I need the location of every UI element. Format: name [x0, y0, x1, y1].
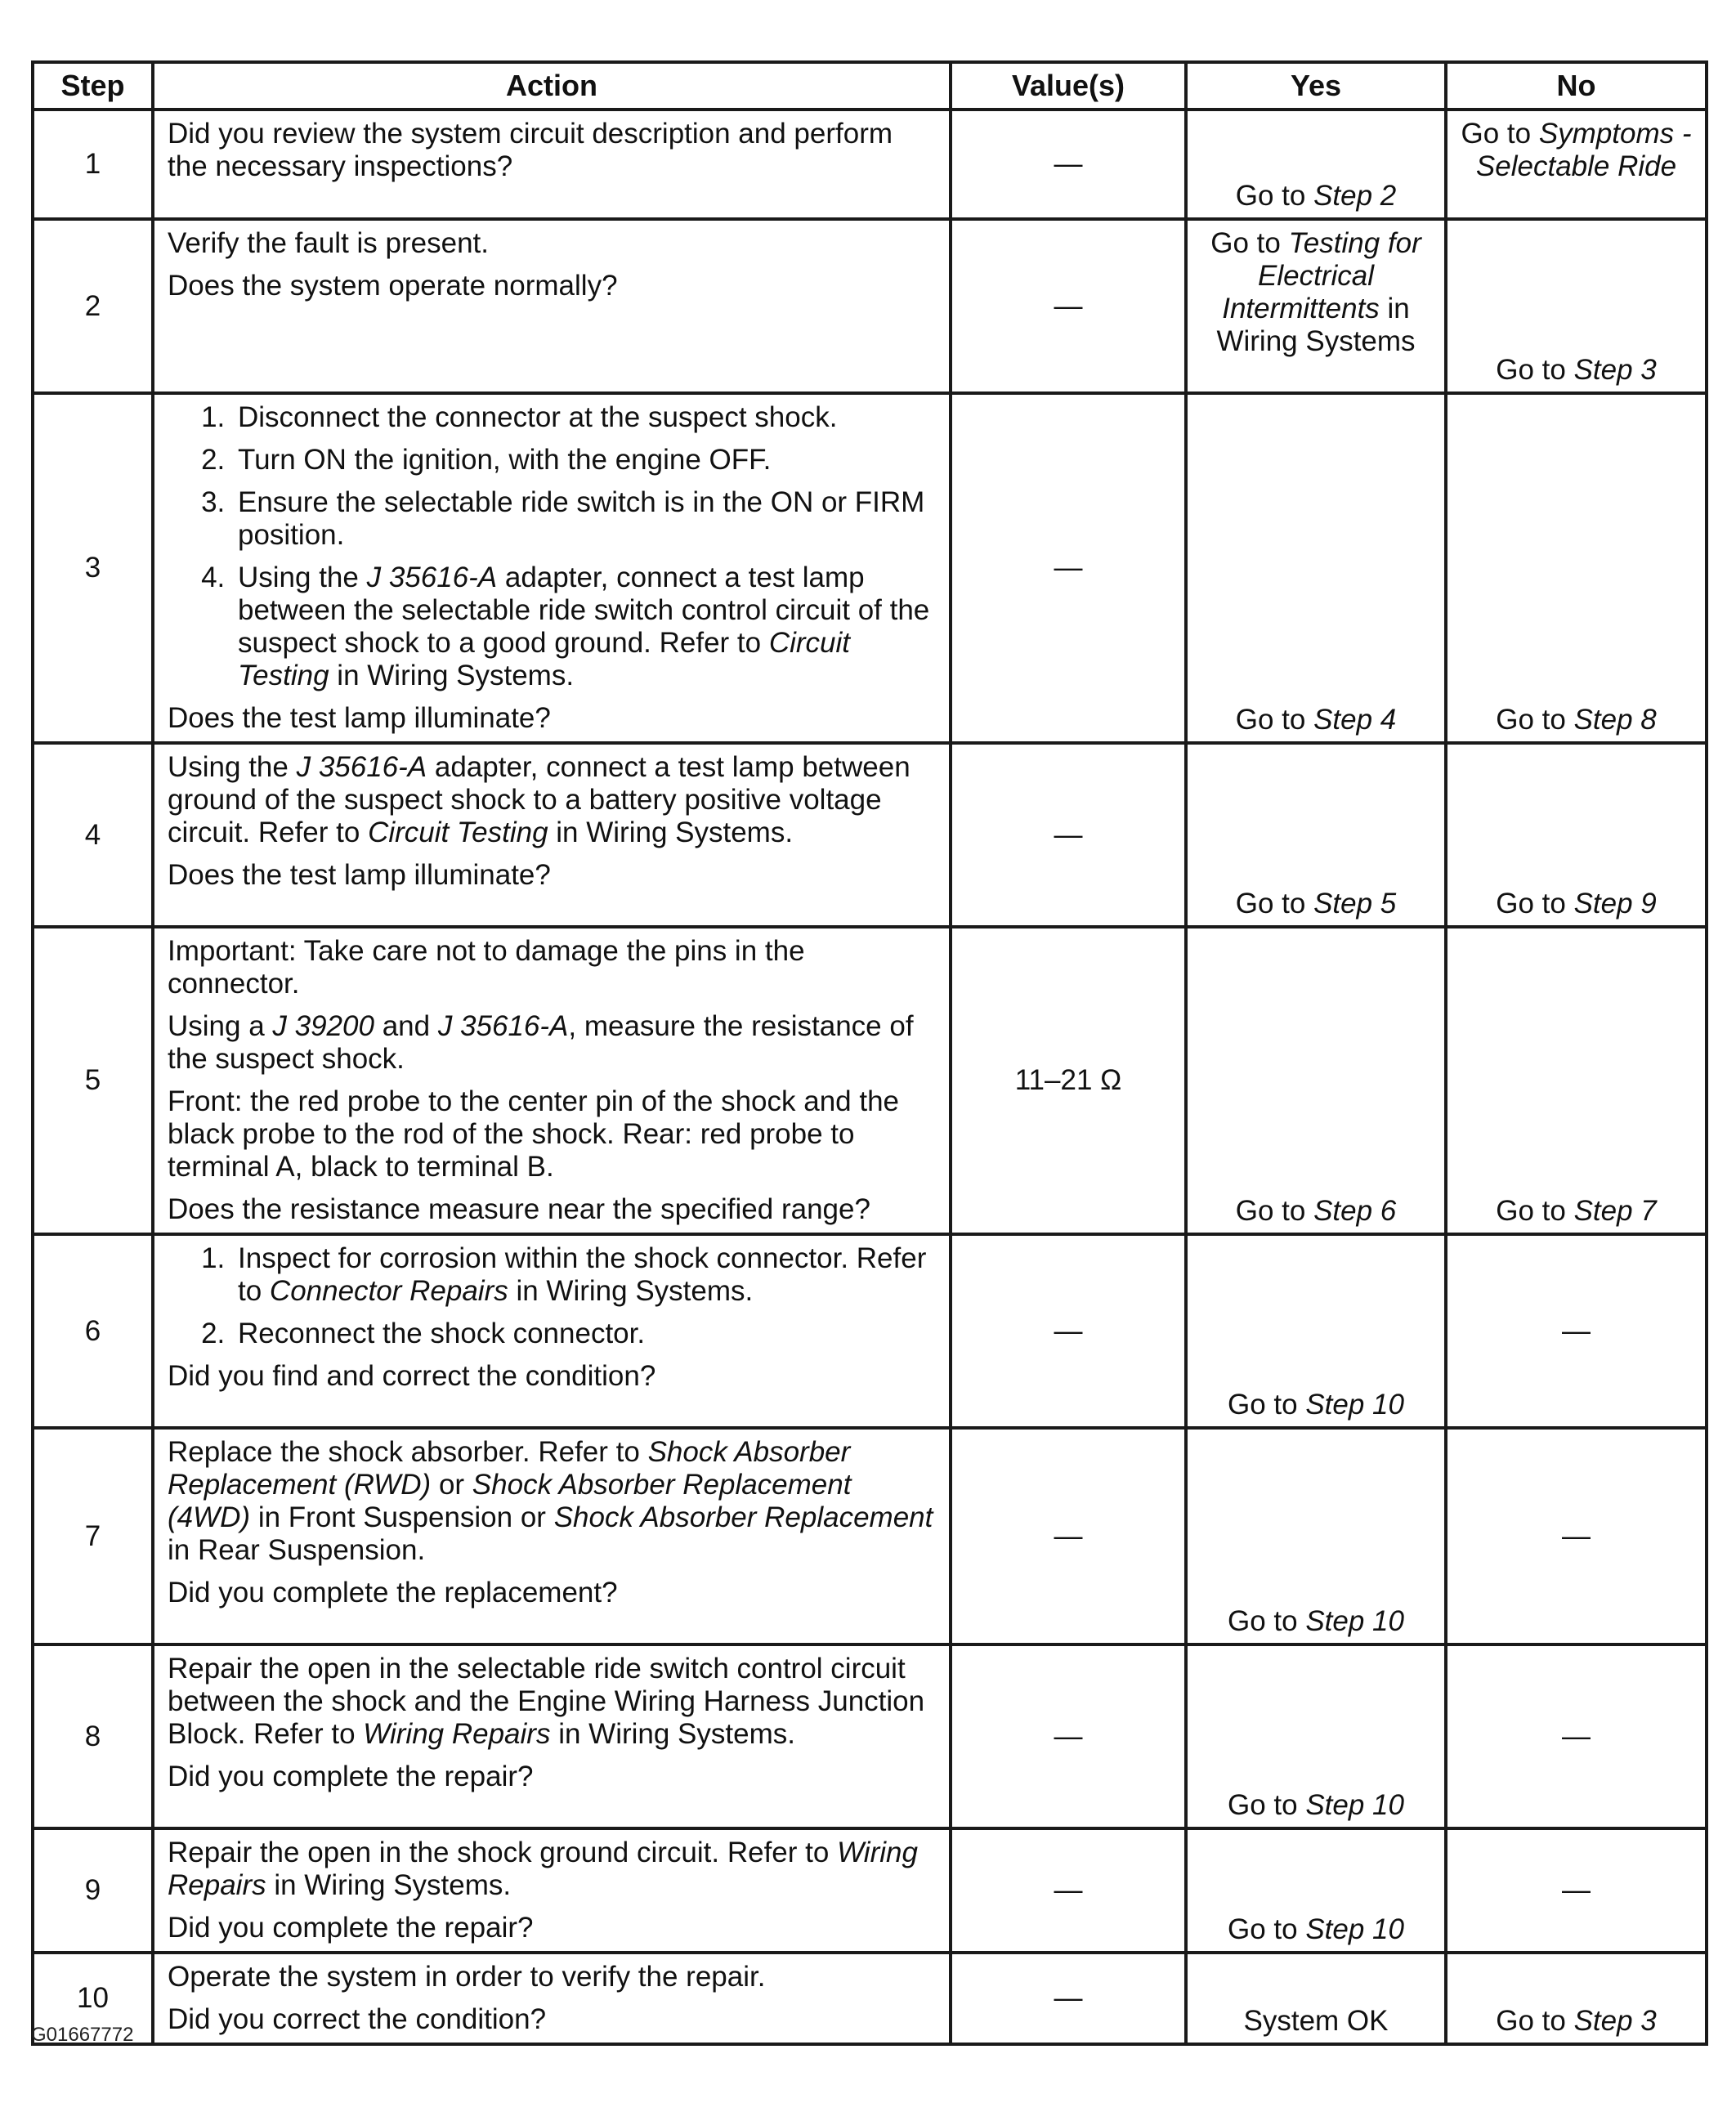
- outcome-link[interactable]: [1188, 1195, 1444, 1228]
- reference-text: Step 6: [1313, 1195, 1397, 1227]
- table-row: [33, 1953, 1707, 2044]
- outcome-dash: —: [1562, 1314, 1591, 1347]
- text-segment: Inspect for corrosion within the shock connector. Refer to: [238, 1242, 927, 1307]
- step-number: 4: [33, 743, 153, 927]
- reference-text: Step 10: [1305, 1389, 1404, 1421]
- reference-text: Circuit Testing: [368, 817, 548, 848]
- no-cell: [1446, 743, 1707, 927]
- action-list-item: [233, 444, 936, 477]
- text-segment: in Front Suspension or: [250, 1501, 554, 1533]
- action-paragraph: [168, 1837, 936, 1902]
- reference-text: Shock Absorber Replacement (4WD): [168, 1469, 852, 1533]
- no-cell: [1446, 1428, 1707, 1644]
- action-question: [168, 118, 936, 183]
- action-question: [168, 859, 936, 892]
- action-cell: [153, 1234, 951, 1428]
- action-list-item: [233, 401, 936, 434]
- table-row: [33, 1234, 1707, 1428]
- action-paragraph: [168, 1085, 936, 1183]
- text-segment: Repair the open in the shock ground circuit. Refer to: [168, 1837, 838, 1868]
- text-segment: Does the test lamp illuminate?: [168, 702, 551, 734]
- reference-text: Step 9: [1573, 888, 1657, 920]
- text-segment: Replace the shock absorber. Refer to: [168, 1436, 648, 1468]
- text-segment: Go to: [1235, 180, 1314, 212]
- action-list-item: [233, 1242, 936, 1308]
- outcome-link[interactable]: [1188, 1389, 1444, 1421]
- text-segment: Does the system operate normally?: [168, 270, 618, 302]
- yes-cell: [1186, 393, 1446, 743]
- outcome-dash: —: [1562, 1720, 1591, 1752]
- reference-text: Circuit Testing: [238, 627, 851, 691]
- step-number: 10: [33, 1953, 153, 2044]
- text-segment: Go to: [1235, 1195, 1314, 1227]
- table-row: [33, 1428, 1707, 1644]
- value-cell: —: [951, 1234, 1186, 1428]
- value-cell: —: [951, 743, 1186, 927]
- action-list-item: [233, 486, 936, 552]
- text-segment: Operate the system in order to verify the repair.: [168, 1961, 766, 1993]
- action-cell: [153, 1828, 951, 1953]
- action-paragraph: [168, 751, 936, 849]
- figure-id: G01667772: [31, 2024, 134, 2046]
- step-number: 2: [33, 219, 153, 393]
- step-number: 1: [33, 110, 153, 219]
- yes-cell: [1186, 110, 1446, 219]
- table-row: [33, 1644, 1707, 1828]
- text-segment: Did you complete the replacement?: [168, 1577, 618, 1609]
- reference-text: Step 10: [1305, 1789, 1404, 1821]
- diagnostic-table: [31, 60, 1708, 2046]
- yes-cell: [1186, 1644, 1446, 1828]
- table-row: [33, 110, 1707, 219]
- reference-text: Shock Absorber Replacement: [553, 1501, 933, 1533]
- table-row: [33, 219, 1707, 393]
- text-segment: Does the test lamp illuminate?: [168, 859, 551, 891]
- outcome-link[interactable]: [1188, 1913, 1444, 1946]
- reference-text: Wiring Repairs: [168, 1837, 918, 1901]
- text-segment: Go to: [1235, 888, 1314, 920]
- text-segment: Ensure the selectable ride switch is in the ON or FIRM position.: [238, 486, 925, 551]
- table-row: [33, 393, 1707, 743]
- text-segment: adapter, connect a test lamp between ground of the suspect shock to a battery positive voltage circuit. Refer to: [168, 751, 911, 848]
- text-segment: and: [374, 1010, 438, 1042]
- step-number: 8: [33, 1644, 153, 1828]
- action-question: [168, 1912, 936, 1944]
- outcome-dash: —: [1562, 1874, 1591, 1906]
- outcome-link[interactable]: [1188, 1605, 1444, 1638]
- no-cell: [1446, 1644, 1707, 1828]
- text-segment: Important: Take care not to damage the pins in the connector.: [168, 935, 805, 1000]
- text-segment: Using the: [238, 562, 367, 593]
- text-segment: in Rear Suspension.: [168, 1534, 426, 1566]
- outcome-link[interactable]: [1188, 704, 1444, 736]
- action-cell: [153, 1644, 951, 1828]
- text-segment: Disconnect the connector at the suspect shock.: [238, 401, 838, 433]
- text-segment: Verify the fault is present.: [168, 227, 489, 259]
- text-segment: Go to: [1228, 1913, 1306, 1945]
- text-segment: System OK: [1243, 2005, 1389, 2037]
- reference-text: Symptoms - Selectable Ride: [1475, 118, 1692, 182]
- text-segment: Reconnect the shock connector.: [238, 1318, 646, 1349]
- action-cell: [153, 743, 951, 927]
- text-segment: Go to: [1210, 227, 1289, 259]
- no-cell: [1446, 1953, 1707, 2044]
- action-list-item: [233, 562, 936, 692]
- value-cell: —: [951, 1828, 1186, 1953]
- text-segment: Go to: [1228, 1605, 1306, 1637]
- yes-cell: [1186, 1828, 1446, 1953]
- table-row: [33, 927, 1707, 1234]
- no-cell: [1446, 927, 1707, 1234]
- outcome-link[interactable]: [1447, 704, 1705, 736]
- step-number: 6: [33, 1234, 153, 1428]
- action-question: [168, 1577, 936, 1609]
- text-segment: Did you find and correct the condition?: [168, 1360, 656, 1392]
- text-segment: Front: the red probe to the center pin of the shock and the black probe to the rod of the shock. Rear: red probe to terminal A, black to terminal B.: [168, 1085, 900, 1183]
- yes-header: Yes: [1186, 62, 1446, 110]
- outcome-link[interactable]: [1188, 221, 1444, 358]
- outcome-link[interactable]: [1188, 180, 1444, 213]
- step-number: 5: [33, 927, 153, 1234]
- text-segment: Go to: [1496, 1195, 1574, 1227]
- yes-cell: [1186, 927, 1446, 1234]
- reference-text: Step 7: [1573, 1195, 1657, 1227]
- reference-text: Step 10: [1305, 1913, 1404, 1945]
- no-cell: [1446, 1234, 1707, 1428]
- yes-cell: [1186, 1428, 1446, 1644]
- text-segment: in Wiring Systems.: [550, 1718, 795, 1750]
- outcome-link[interactable]: [1188, 2005, 1444, 2038]
- header-row: [33, 62, 1707, 110]
- table-body: [33, 110, 1707, 2044]
- yes-cell: [1186, 1953, 1446, 2044]
- text-segment: Did you correct the condition?: [168, 2003, 547, 2035]
- reference-text: Shock Absorber Replacement (RWD): [168, 1436, 851, 1501]
- value-cell: —: [951, 219, 1186, 393]
- action-question: [168, 1761, 936, 1793]
- action-question: [168, 1193, 936, 1226]
- action-question: [168, 270, 936, 302]
- action-paragraph: [168, 1436, 936, 1567]
- text-segment: in Wiring Systems: [1216, 293, 1416, 357]
- text-segment: Does the resistance measure near the specified range?: [168, 1193, 870, 1225]
- yes-cell: [1186, 743, 1446, 927]
- outcome-link[interactable]: [1447, 111, 1705, 183]
- text-segment: Turn ON the ignition, with the engine OFF.: [238, 444, 772, 476]
- action-paragraph: [168, 1653, 936, 1751]
- text-segment: Go to: [1496, 354, 1574, 386]
- text-segment: Using the: [168, 751, 297, 783]
- no-header: No: [1446, 62, 1707, 110]
- reference-text: Step 3: [1573, 2005, 1657, 2037]
- reference-text: Connector Repairs: [269, 1275, 508, 1307]
- action-cell: [153, 927, 951, 1234]
- no-cell: [1446, 110, 1707, 219]
- text-segment: Did you review the system circuit description and perform the necessary inspections?: [168, 118, 893, 182]
- outcome-link[interactable]: [1188, 1789, 1444, 1822]
- no-cell: [1446, 393, 1707, 743]
- step-header: Step: [33, 62, 153, 110]
- text-segment: or: [431, 1469, 472, 1501]
- text-segment: Go to: [1496, 2005, 1574, 2037]
- outcome-link[interactable]: [1188, 888, 1444, 920]
- reference-text: Step 5: [1313, 888, 1397, 920]
- outcome-dash: —: [1562, 1519, 1591, 1552]
- action-question: [168, 2003, 936, 2036]
- yes-cell: [1186, 219, 1446, 393]
- action-list-item: [233, 1318, 936, 1350]
- text-segment: Go to: [1496, 704, 1574, 736]
- outcome-link[interactable]: [1447, 1195, 1705, 1228]
- action-paragraph: [168, 227, 936, 260]
- action-cell: [153, 1428, 951, 1644]
- reference-text: Step 10: [1305, 1605, 1404, 1637]
- value-cell: —: [951, 110, 1186, 219]
- no-cell: [1446, 1828, 1707, 1953]
- yes-cell: [1186, 1234, 1446, 1428]
- step-number: 7: [33, 1428, 153, 1644]
- value-cell: —: [951, 1428, 1186, 1644]
- action-paragraph: [168, 935, 936, 1000]
- text-segment: Did you complete the repair?: [168, 1761, 534, 1792]
- action-cell: [153, 110, 951, 219]
- value-cell: —: [951, 1644, 1186, 1828]
- values-header: Value(s): [951, 62, 1186, 110]
- action-paragraph: [168, 1010, 936, 1076]
- text-segment: Go to: [1496, 888, 1574, 920]
- text-segment: Go to: [1461, 118, 1539, 150]
- text-segment: Go to: [1228, 1389, 1306, 1421]
- action-cell: [153, 219, 951, 393]
- action-paragraph: [168, 1961, 936, 1993]
- action-list: [168, 1242, 936, 1350]
- table-row: [33, 1828, 1707, 1953]
- reference-text: Step 4: [1313, 704, 1397, 736]
- text-segment: in Wiring Systems.: [548, 817, 794, 848]
- reference-text: Step 2: [1313, 180, 1397, 212]
- reference-text: J 35616-A: [296, 751, 427, 783]
- action-header: Action: [153, 62, 951, 110]
- text-segment: in Wiring Systems.: [329, 660, 575, 691]
- reference-text: J 35616-A: [437, 1010, 569, 1042]
- text-segment: Repair the open in the selectable ride switch control circuit between the shock and the Engine Wiring Harness Junction Block. Refer to: [168, 1653, 925, 1750]
- reference-text: Step 3: [1573, 354, 1657, 386]
- text-segment: Go to: [1235, 704, 1314, 736]
- action-cell: [153, 393, 951, 743]
- action-question: [168, 1360, 936, 1393]
- reference-text: Step 8: [1573, 704, 1657, 736]
- value-cell: —: [951, 1953, 1186, 2044]
- text-segment: adapter, connect a test lamp between the selectable ride switch control circuit of the suspect shock to a good ground. Refer to: [238, 562, 930, 659]
- value-cell: 11–21 Ω: [951, 927, 1186, 1234]
- reference-text: Testing for Electrical Intermittents: [1222, 227, 1421, 324]
- text-segment: , measure the resistance of the suspect shock.: [168, 1010, 914, 1075]
- step-number: 9: [33, 1828, 153, 1953]
- text-segment: Using a: [168, 1010, 273, 1042]
- outcome-link[interactable]: [1447, 888, 1705, 920]
- action-list: [168, 401, 936, 692]
- no-cell: [1446, 219, 1707, 393]
- reference-text: J 35616-A: [366, 562, 498, 593]
- step-number: 3: [33, 393, 153, 743]
- reference-text: Wiring Repairs: [363, 1718, 551, 1750]
- action-question: [168, 702, 936, 735]
- text-segment: Did you complete the repair?: [168, 1912, 534, 1944]
- reference-text: J 39200: [272, 1010, 374, 1042]
- outcome-link[interactable]: [1447, 354, 1705, 387]
- action-cell: [153, 1953, 951, 2044]
- text-segment: Go to: [1228, 1789, 1306, 1821]
- value-cell: —: [951, 393, 1186, 743]
- table-row: [33, 743, 1707, 927]
- outcome-link[interactable]: [1447, 2005, 1705, 2038]
- text-segment: in Wiring Systems.: [266, 1869, 512, 1901]
- text-segment: in Wiring Systems.: [508, 1275, 754, 1307]
